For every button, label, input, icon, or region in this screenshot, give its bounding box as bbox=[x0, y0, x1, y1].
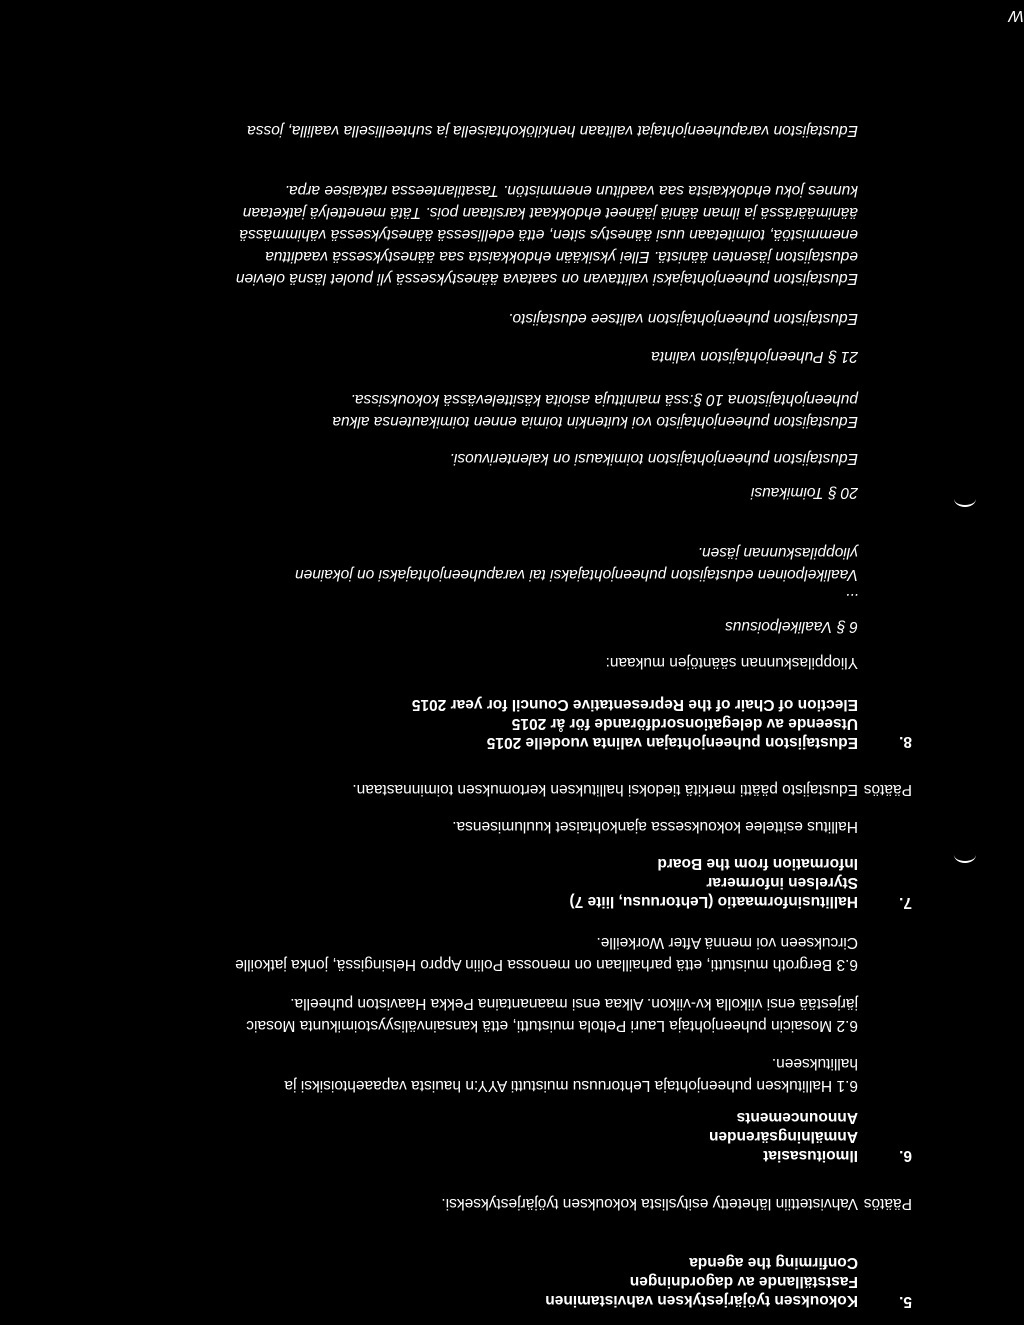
rule-line: enemmistöä, toimitetaan uusi äänestys siten, että edellisessä äänestyksessä vähimmässä bbox=[239, 226, 858, 243]
rule-line: Edustajiston puheenjohtajisto voi kuitenkin toimia ennen toimikautensa alkua bbox=[332, 413, 858, 430]
item-6-heading-sv: Anmälningsärenden bbox=[709, 1128, 858, 1145]
item-5-heading bbox=[545, 1253, 858, 1310]
item-7-heading-en: Information from the Board bbox=[657, 855, 858, 872]
paragraph-line: 6.2 Mosaicin puheenjohtaja Lauri Peltola muistutti, että kansainvälisyystoimikunta Mosaic bbox=[246, 1017, 858, 1034]
item-8-heading-sv: Utseende av delegationsordförande för år 2015 bbox=[511, 715, 858, 732]
rule-line: äänimäärässä ja ilman ääniä jääneet ehdokkaat karsitaan pois. Tätä menettelyä jatketaan bbox=[242, 204, 858, 221]
rule-ellipsis: ... bbox=[845, 590, 858, 607]
item-7-number: 7. bbox=[899, 894, 912, 911]
paragraph-line: 6.1 Hallituksen puheenjohtaja Lehtoruusu muistutti AYY:n hauista vapaaehtoisiksi ja bbox=[284, 1077, 858, 1094]
rule-6-heading: 6 § Vaalikelpoisuus bbox=[725, 618, 858, 635]
corner-mark: W bbox=[1008, 7, 1024, 24]
rule-6-text bbox=[295, 541, 858, 585]
rule-20-heading: 20 § Toimikausi bbox=[750, 484, 858, 501]
item-5-decision-label: Päätös bbox=[863, 1195, 912, 1212]
item-7-body: Hallitus esittelee kokouksessa ajankohtaiset kuulumisensa. bbox=[452, 818, 858, 835]
item-7-heading-fi: Hallitusinformaatio (Lehtoruusu, liite 7) bbox=[569, 893, 858, 910]
rule-21-heading: 21 § Puheenjohtajiston valinta bbox=[651, 348, 858, 365]
rule-line: kunnes joku ehdokkaista saa vaaditun enemmistön. Tasatilanteessa ratkaisee arpa. bbox=[284, 182, 858, 199]
rule-line: Vaalikelpoinen edustajiston puheenjohtajaksi tai varapuheenjohtajaksi on jokainen bbox=[295, 566, 858, 583]
paragraph-line: järjestää ensi viikolla kv-viikon. Alkaa ensi maanantaina Pekka Haaviston puheella. bbox=[290, 995, 858, 1012]
rule-21-text-1: Edustajiston puheenjohtajiston valitsee edustajisto. bbox=[508, 310, 858, 327]
item-7-heading-sv: Styrelsen informerar bbox=[706, 874, 858, 891]
rule-line: ylioppilaskunnan jäsen. bbox=[697, 544, 858, 561]
item-6-paragraph-2 bbox=[246, 992, 858, 1036]
rule-20-text-2 bbox=[332, 388, 858, 432]
rule-20-text-1: Edustajiston puheenjohtajiston toimikausi on kalenterivuosi. bbox=[449, 450, 858, 467]
rule-21-text-2 bbox=[236, 179, 858, 289]
item-5-heading-en: Confirming the agenda bbox=[689, 1254, 858, 1271]
item-8-number: 8. bbox=[899, 733, 912, 750]
item-8-intro: Ylioppilaskunnan sääntöjen mukaan: bbox=[605, 654, 858, 671]
item-6-paragraph-1 bbox=[284, 1052, 858, 1096]
item-5-heading-sv: Fastställande av dagordningen bbox=[629, 1273, 858, 1290]
item-8-heading-fi: Edustajiston puheenjohtajan valinta vuodelle 2015 bbox=[486, 734, 858, 751]
item-8-heading-en: Election of Chair of the Representative Council for year 2015 bbox=[411, 696, 858, 713]
paragraph-line: hallitukseen. bbox=[771, 1055, 858, 1072]
punch-hole-mark bbox=[954, 847, 976, 863]
item-5-heading-fi: Kokouksen työjärjestyksen vahvistaminen bbox=[545, 1292, 858, 1309]
rule-21-text-3: Edustajiston varapuheenjohtajat valitaan henkilökohtaisella ja suhteellisella vaalilla, jossa bbox=[247, 122, 858, 139]
rule-line: edustajiston jäsenten äänistä. Ellei yksikään ehdokkaista saa äänestyksessä vaadittua bbox=[265, 248, 858, 265]
item-6-number: 6. bbox=[899, 1147, 912, 1164]
item-6-heading bbox=[709, 1108, 858, 1165]
item-7-decision-text: Edustajisto päätti merkitä tiedoksi hallituksen kertomuksen toiminnastaan. bbox=[352, 781, 858, 798]
rule-line: Edustajiston puheenjohtajaksi valittavan on saatava äänestyksessä yli puolet läsnä olevien bbox=[235, 270, 858, 287]
punch-hole-mark bbox=[954, 491, 976, 507]
paragraph-line: Circukseen voi mennä After Workeille. bbox=[596, 934, 858, 951]
rule-line: puheenjohtajistona 10 §:ssä mainittuja asioita käsittelevässä kokouksissa. bbox=[350, 391, 858, 408]
item-6-heading-fi: Ilmoitusasiat bbox=[763, 1147, 858, 1164]
item-5-number: 5. bbox=[899, 1293, 912, 1310]
item-8-heading bbox=[412, 695, 858, 752]
item-6-paragraph-3 bbox=[235, 931, 858, 975]
item-6-heading-en: Announcements bbox=[736, 1109, 858, 1126]
item-7-decision-label: Päätös bbox=[863, 781, 912, 798]
item-7-heading bbox=[570, 854, 859, 911]
paragraph-line: 6.3 Bergroth muistutti, että parhaillaan on menossa Poliin Appro Helsingissä, jonka jatkoille bbox=[235, 956, 858, 973]
item-5-decision-text: Vahvistettiin lähetetty esityslista kokouksen työjärjestykseksi. bbox=[441, 1195, 858, 1212]
